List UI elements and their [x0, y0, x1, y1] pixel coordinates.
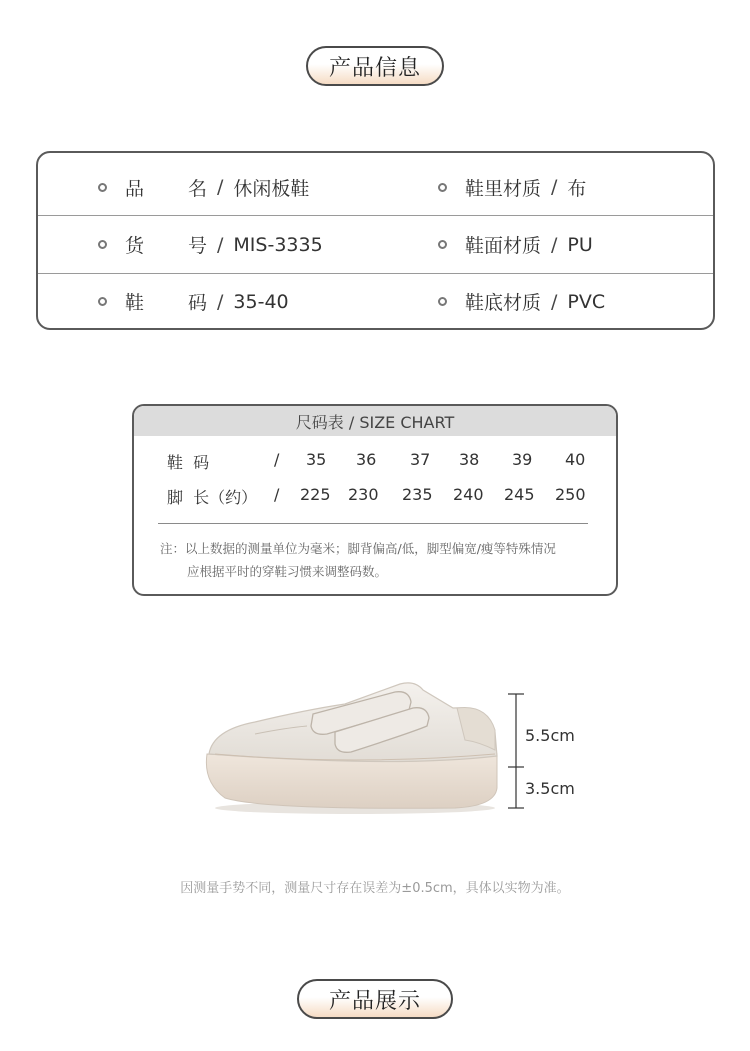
length-cell: 245 [504, 485, 535, 504]
info-label: 鞋里材质 [465, 177, 542, 200]
info-row [38, 215, 713, 273]
section-title-text: 产品展示 [328, 988, 421, 1014]
length-cell: 235 [402, 485, 433, 504]
divider [158, 523, 588, 524]
info-cell-size: 鞋 码 / 35-40 [98, 288, 289, 315]
info-value: PVC [567, 290, 606, 313]
info-cell-item-no: 货 号 / MIS-3335 [98, 231, 323, 258]
length-cell: 230 [348, 485, 379, 504]
sneaker-illustration [195, 670, 515, 820]
info-value: 35-40 [233, 290, 289, 313]
info-label: 品 名 [125, 177, 207, 200]
size-row-shoe-size [134, 450, 616, 474]
bullet-icon [98, 183, 107, 192]
section-title-product-display [297, 979, 453, 1019]
row-label: 脚 长（约） [167, 488, 258, 507]
shoe-image [195, 670, 515, 820]
size-note [160, 537, 556, 583]
measurement-disclaimer: 因测量手势不同，测量尺寸存在误差为±0.5cm，具体以实物为准。 [180, 881, 570, 896]
size-chart-title: 尺码表 / SIZE CHART [134, 406, 616, 436]
bullet-icon [438, 240, 447, 249]
row-separator: / [274, 485, 280, 504]
size-cell: 35 [306, 450, 327, 469]
info-row [38, 158, 713, 216]
info-value: 休闲板鞋 [233, 177, 310, 200]
info-value: 布 [567, 177, 587, 200]
bullet-icon [438, 297, 447, 306]
length-cell: 225 [300, 485, 331, 504]
size-cell: 38 [459, 450, 480, 469]
sole-height-label: 3.5cm [525, 779, 575, 798]
bullet-icon [98, 240, 107, 249]
info-row [38, 273, 713, 329]
info-label: 鞋面材质 [465, 235, 542, 257]
bullet-icon [438, 183, 447, 192]
note-line: 注：以上数据的测量单位为毫米；脚背偏高/低，脚型偏宽/瘦等特殊情况 [160, 541, 556, 556]
bullet-icon [98, 297, 107, 306]
length-cell: 250 [555, 485, 586, 504]
note-line: 应根据平时的穿鞋习惯来调整码数。 [187, 564, 388, 579]
info-cell-lining: 鞋里材质 / 布 [438, 174, 586, 201]
shoe-sole [206, 754, 497, 808]
section-title-product-info [306, 46, 444, 86]
size-cell: 36 [356, 450, 377, 469]
info-label: 货 号 [125, 235, 207, 257]
size-row-foot-length [134, 485, 616, 509]
info-cell-upper: 鞋面材质 / PU [438, 231, 593, 258]
info-cell-name: 品 名 / 休闲板鞋 [98, 174, 309, 201]
info-label: 鞋底材质 [465, 292, 542, 314]
section-title-text: 产品信息 [328, 55, 421, 81]
upper-height-label: 5.5cm [525, 726, 575, 745]
row-separator: / [274, 450, 280, 469]
size-chart [132, 404, 618, 596]
length-cell: 240 [453, 485, 484, 504]
info-value: PU [567, 233, 593, 256]
product-info-table [36, 151, 715, 330]
info-cell-sole: 鞋底材质 / PVC [438, 288, 605, 315]
row-label: 鞋 码 [167, 453, 210, 472]
info-value: MIS-3335 [233, 233, 323, 256]
info-label: 鞋 码 [125, 292, 207, 314]
size-cell: 37 [410, 450, 431, 469]
size-cell: 39 [512, 450, 533, 469]
size-cell: 40 [565, 450, 586, 469]
